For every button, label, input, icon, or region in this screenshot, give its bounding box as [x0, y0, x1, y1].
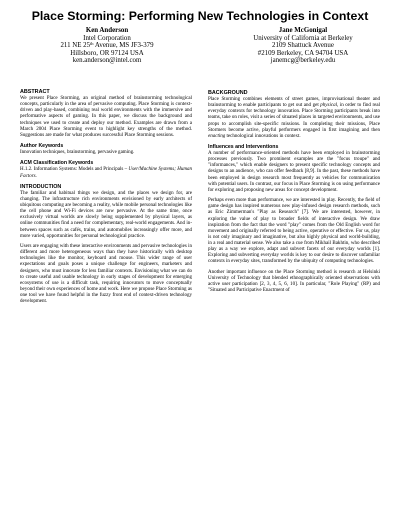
background-text-part: , in order to find real everyday contexts for technology innovation. Place Storming participants break into teams, take on roles, visit a series of situated places in targeted environments, and use props to accomplish site-specific missions. In completing their missions, Place Stormers become active, playful performers engaged in first imagining and then	[208, 103, 380, 133]
author-address	[12, 42, 202, 50]
introduction-heading: INTRODUCTION	[20, 183, 62, 190]
introduction-paragraph-2: Users are engaging with these interactive environments and pervasive technologies in different and more heterogeneous ways than they have historically with desktop technologies like the monitor, keyboard and mouse. This wider range of user expectations and goals poses a unique challenge for engineers, marketers and designers, who must innovate for less familiar contexts. Envisioning what we can do to create useful and usable technology in early stages of development for emerging ecosystems of use is a difficult task, requiring innovators to move conceptually beyond their own experiences of home and work. Here we propose Place Storming as one tool we have found helpful in the fuzzy front end of context-driven technology development.	[20, 244, 192, 305]
author-keywords-text: Innovation techniques, brainstorming, pervasive gaming.	[20, 150, 135, 156]
author-email[interactable]: ken.anderson@intel.com	[72, 57, 142, 64]
acm-text-italic: User/Machine Systems; Human Factors.	[20, 167, 192, 179]
author-email[interactable]: janemcg@berkeley.edu	[270, 57, 336, 64]
influences-paragraph-1: A number of performance-oriented methods have been employed in brainstorming processes previously. Two prominent examples are the "focus troupe" and "informances," which enable designers to present specific technology concepts and designs to an audience, who can offer feedback [8,9]. In the past, these methods have been employed in design research most frequently as vehicles for communication with potential users. In contrast, our focus in Place Storming is on using performance for exploring and proposing new areas for concept development.	[208, 151, 380, 193]
background-text-part: technological innovations in context.	[225, 133, 301, 139]
author-anderson	[12, 27, 202, 65]
address-superscript: th	[90, 41, 94, 46]
background-text	[208, 97, 380, 140]
abstract-text: We present Place Storming, an original method of brainstorming technological concepts, particularly in the area of pervasive computing. Place Storming is context-driven and play-based, combining real world environments with the immersive and performative aspects of gaming. In this paper, we discuss the background and techniques we used to create and deploy our method. Examples are drawn from a March 2004 Place Storming event to highlight key strengths of the method. Suggestions are made for what produces successful Place Storming sessions.	[20, 96, 192, 138]
left-column	[20, 89, 192, 309]
background-text-part: Place Storming combines elements of street games, improvisational theater and brainstorming to enable participants to get out and get	[208, 97, 380, 109]
author-affiliation: Intel Corporation	[83, 34, 131, 42]
influences-paragraph-2: Perhaps even more than performance, we are interested in play. Recently, the field of game design has inspired numerous new play-infused design research methods, such as Eric Zimmerman's "Play as Research" [7]. We are interested, however, in exploring the value of play to broader fields of interactive design. We draw inspiration from the fact that the word "play" comes from the Old English word for movement and originally referred to being active, operative or effective. For us, play is not only imaginary and imaginative, but also highly physical and world-building, in a real and material sense. We also take a cue from Mikhail Bakhtin, who described play as a way we explore, adapt and subvert facets of our everyday worlds [1]. Exploring and subverting everyday worlds is key to our desire to discover unfamiliar contexts in everyday sites, transformed by the ubiquity of computing technologies.	[208, 198, 380, 265]
author-name: Jane McGonigal	[278, 27, 328, 34]
background-heading: BACKGROUND	[208, 90, 248, 96]
author-affiliation: University of California at Berkeley	[253, 34, 353, 42]
influences-heading: Influences and Interventions	[208, 144, 279, 151]
author-name: Ken Anderson	[85, 27, 129, 34]
author-city: Hillsboro, OR 97124 USA	[70, 49, 144, 57]
paper-title: Place Storming: Performing New Technologies in Context	[31, 9, 369, 23]
author-keywords-heading: Author Keywords	[20, 143, 64, 150]
acm-heading: ACM Classification Keywords	[20, 160, 94, 167]
author-address: 2109 Shattuck Avenue	[272, 42, 334, 49]
right-column	[208, 90, 380, 298]
acm-text	[20, 167, 192, 179]
author-city: #2109 Berkeley, CA 94704 USA	[257, 49, 349, 57]
author-block	[0, 27, 400, 77]
address-number: 211 NE 25	[60, 42, 91, 49]
background-emphasis: physical	[320, 103, 337, 109]
influences-paragraph-3: Another important influence on the Place Storming method is research at Helsinki University of Technology that blended ethnographically oriented observations with active user participation [2, 3, 4, 5, 6, 10]. In particular, "Role Playing" (RP) and "Situated and Participative Enactment of	[208, 269, 380, 294]
background-emphasis: enacting	[208, 133, 226, 139]
acm-text-plain: H.1.2. Information Systems: Models and Principals –	[20, 167, 129, 173]
author-mcgonigal	[208, 27, 398, 65]
abstract-heading: ABSTRACT	[20, 89, 50, 95]
address-street: Avenue, MS JF3-379	[93, 42, 154, 49]
introduction-paragraph-1: The familiar and habitual things we design, and the places we design for, are changing. The infrastructure rich environments envisioned by early architects of ubiquitous computing are becoming a reality, while mobile personal technologies like the cell phone and Wi-Fi devices are now pervasive. At the same time, once exclusively virtual worlds are slowly being supplemented by physical layers, as online communities find a need for complementary, real-world engagements. And in-between spaces such as cafés, trains, and automobiles increasingly offer more, and more varied, opportunities for personal technological practice.	[20, 190, 192, 239]
